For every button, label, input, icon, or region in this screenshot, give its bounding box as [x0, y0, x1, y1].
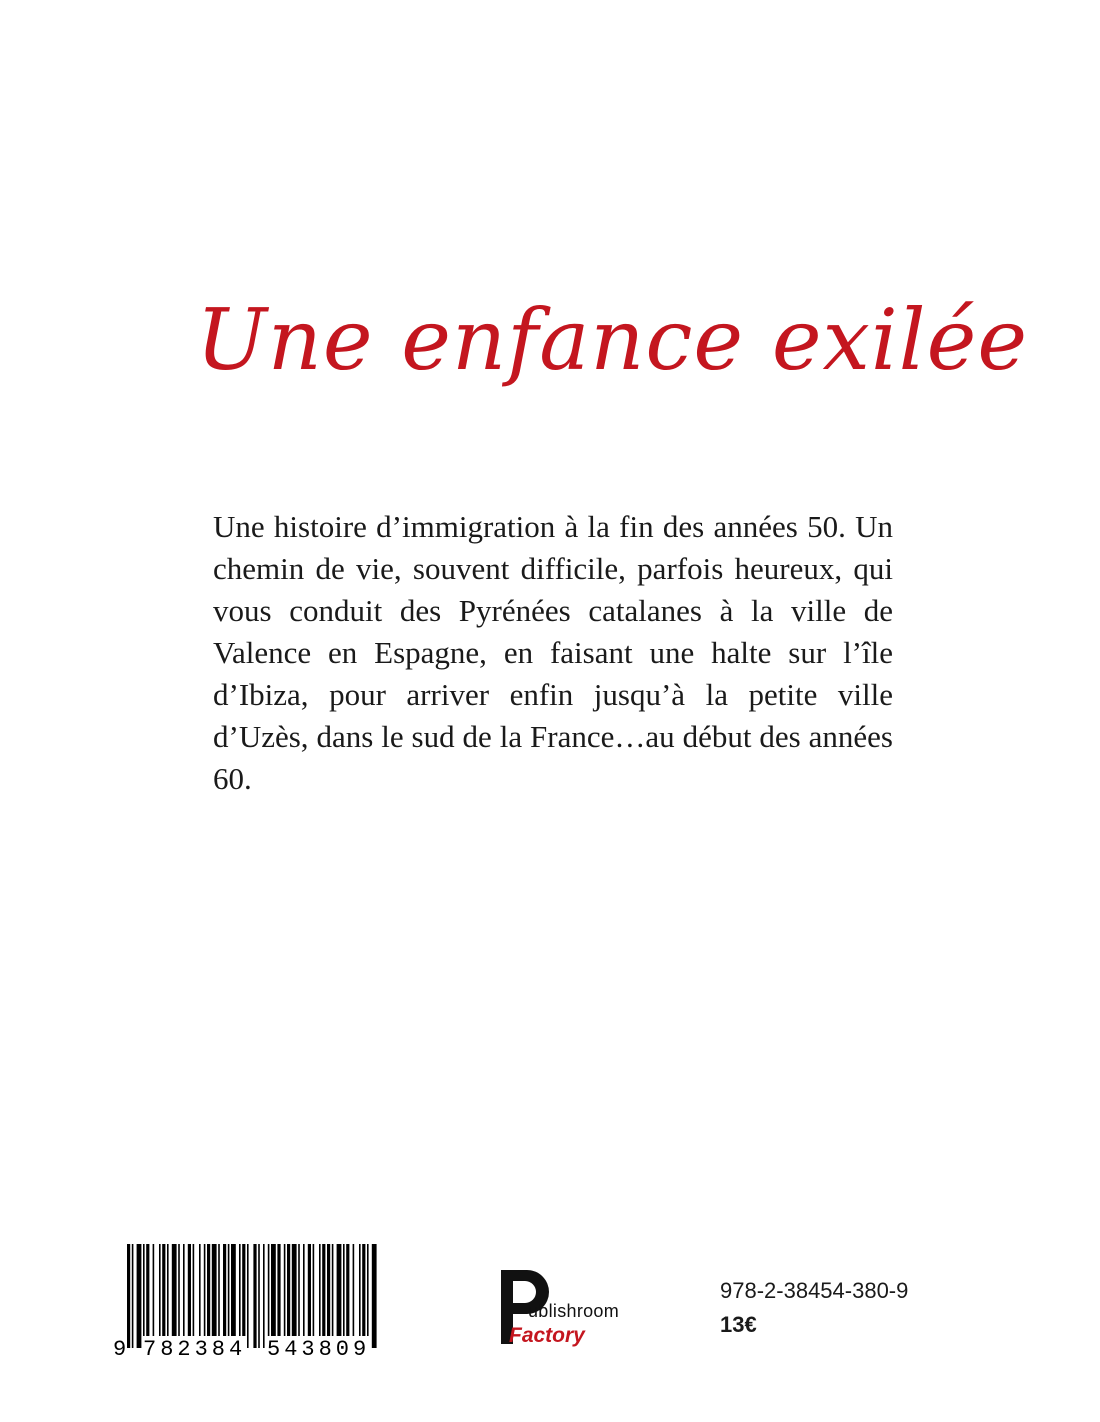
barcode-bar [253, 1244, 256, 1348]
barcode-bar [353, 1244, 355, 1348]
barcode-bar [367, 1244, 369, 1348]
barcode-bar [277, 1244, 280, 1348]
barcode-bar [298, 1244, 300, 1348]
barcode-bar [188, 1244, 191, 1348]
barcode-bar [153, 1244, 155, 1348]
barcode-bar [223, 1244, 226, 1348]
barcode-bar [143, 1244, 145, 1348]
barcode-digits [113, 1336, 383, 1364]
barcode-bar [242, 1244, 245, 1348]
isbn: 978-2-38454-380-9 [720, 1278, 909, 1303]
barcode-bar [271, 1244, 276, 1348]
barcode-bar [258, 1244, 260, 1348]
barcode-bar [322, 1244, 325, 1348]
barcode-bar [362, 1244, 365, 1348]
barcode-bar [193, 1244, 195, 1348]
barcode-bar [172, 1244, 177, 1348]
barcode-bar [127, 1244, 130, 1348]
barcode-bar [287, 1244, 290, 1348]
barcode-bar [178, 1244, 180, 1348]
barcode-bar [137, 1244, 142, 1348]
barcode-bar [332, 1244, 334, 1348]
barcode-bar [308, 1244, 311, 1348]
barcode-bar [231, 1244, 236, 1348]
barcode-bar [167, 1244, 169, 1348]
barcode-bar [212, 1244, 217, 1348]
barcode-bar [239, 1244, 241, 1348]
barcode-bar [199, 1244, 201, 1348]
barcode-bar [228, 1244, 230, 1348]
barcode-bar [132, 1244, 134, 1348]
barcode-bar [162, 1244, 165, 1348]
publisher-name: ublishroom [528, 1301, 620, 1321]
barcode-bar [292, 1244, 297, 1348]
barcode-bar [268, 1244, 270, 1348]
price: 13€ [720, 1312, 757, 1337]
barcode-bar [343, 1244, 345, 1348]
publisher-logo [495, 1268, 645, 1373]
publisher-subname: Factory [509, 1324, 585, 1347]
barcode-bar [263, 1244, 265, 1348]
barcode-bar [319, 1244, 321, 1348]
barcode-bar [247, 1244, 249, 1348]
barcode-bar [346, 1244, 349, 1348]
barcode-bar [313, 1244, 315, 1348]
barcode-digit-left-group: 782384 [143, 1337, 247, 1362]
barcode-digit-first: 9 [113, 1337, 127, 1362]
barcode-bar [159, 1244, 161, 1348]
barcode-bar [372, 1244, 377, 1348]
barcode-bar [218, 1244, 220, 1348]
barcode-bar [207, 1244, 210, 1348]
barcode-bar [146, 1244, 149, 1348]
barcode-bar [284, 1244, 286, 1348]
barcode-bar [359, 1244, 361, 1348]
barcode [113, 1242, 383, 1364]
barcode-bar [327, 1244, 330, 1348]
barcode-bar [337, 1244, 342, 1348]
barcode-bar [183, 1244, 185, 1348]
book-title: Une enfance exilée [196, 291, 1029, 389]
barcode-bar [303, 1244, 305, 1348]
barcode-bar [204, 1244, 206, 1348]
barcode-digit-right-group: 543809 [267, 1337, 371, 1362]
book-blurb: Une histoire d’immigration à la fin des années 50. Un chemin de vie, souvent difficile, parfois heureux, qui vous conduit des Pyrénées catalanes à la ville de Valence en Espagne, en faisant une halte sur l’île d’Ibiza, pour arriver enfin jusqu’à la petite ville d’Uzès, dans le sud de la France…au début des années 60. [213, 509, 893, 796]
